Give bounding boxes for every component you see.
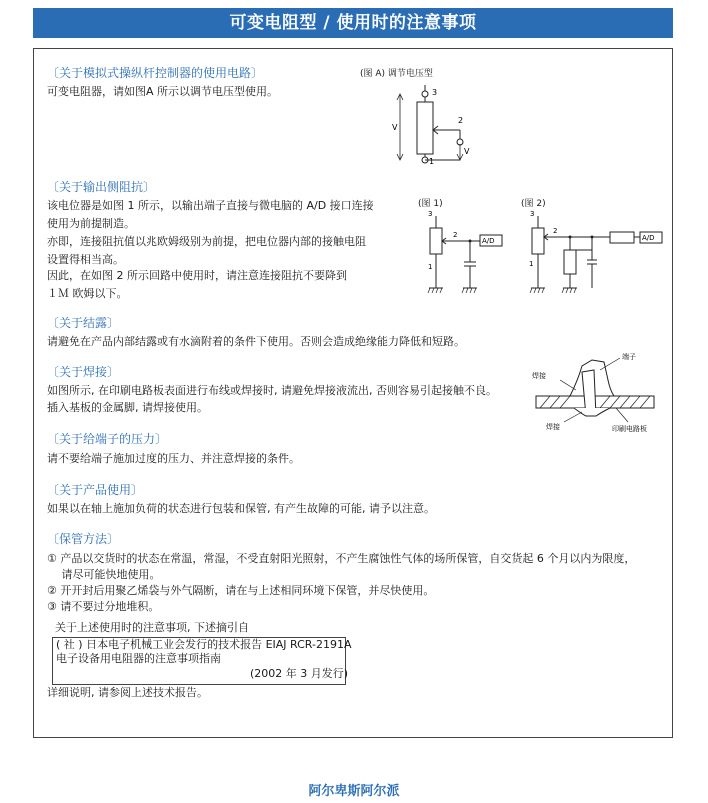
figure-2-caption: (图 2): [521, 199, 546, 209]
figure-a-pin2: 2: [458, 116, 464, 125]
reference-intro: 关于上述使用时的注意事项, 下述摘引自: [55, 621, 249, 634]
figure-1-diagram: [420, 208, 505, 298]
figure-1-pin1: 1: [428, 263, 433, 271]
figure-1-caption: (图 1): [418, 199, 443, 209]
figure-a-pin1: 1: [429, 157, 435, 166]
section-heading-terminal-pressure: 〔关于给端子的压力〕: [47, 432, 168, 446]
section-text-product-use: 如果以在轴上施加负荷的状态进行包装和保管, 有产生故障的可能, 请予以注意。: [47, 502, 435, 515]
impedance-line-4: 设置得相当高。: [47, 253, 124, 266]
section-heading-circuit: 〔关于模拟式操纵杆控制器的使用电路〕: [47, 66, 264, 80]
footer-brand: 阿尔卑斯阿尔派: [308, 784, 400, 799]
figure-1-ad: A/D: [482, 237, 495, 245]
section-text-circuit: 可变电阻器，请如图A 所示以调节电压型使用。: [47, 85, 279, 98]
storage-line-1: ① 产品以交货时的状态在常温，常湿，不受直射阳光照射，不产生腐蚀性气体的场所保管，自交货起 6 个月以内为限度，: [47, 552, 636, 565]
reference-outro: 详细说明, 请参阅上述技术报告。: [47, 686, 208, 699]
terminal-label: 端子: [622, 353, 636, 361]
reference-line-3: (2002 年 3 月发行): [250, 667, 349, 680]
impedance-line-5: 因此，在如图 2 所示回路中使用时，请注意连接阻抗不要降到: [47, 269, 347, 282]
impedance-line-6: １Ｍ 欧姆以下。: [47, 287, 128, 300]
figure-2-pin3: 3: [530, 210, 535, 218]
storage-line-3: ② 开开封后用聚乙烯袋与外气隔断，请在与上述相同环境下保管，并尽快使用。: [47, 584, 435, 597]
figure-a-caption: (图 A) 调节电压型: [360, 69, 433, 79]
solder-diagram: [530, 350, 660, 436]
soldering-line-1: 如图所示, 在印刷电路板表面进行布线或焊接时, 请避免焊接液流出, 否则容易引起接触不良。: [47, 384, 497, 397]
figure-2-diagram: [524, 208, 669, 298]
section-heading-storage: 〔保管方法〕: [47, 532, 120, 546]
impedance-line-3: 亦即，连接阻抗值以兆欧姆级别为前提，把电位器内部的接触电阻: [47, 235, 366, 248]
figure-a-pin3: 3: [432, 88, 438, 97]
impedance-line-1: 该电位器是如图 1 所示，以输出端子直接与微电脑的 A/D 接口连接: [47, 199, 374, 212]
figure-2-pin2: 2: [553, 227, 558, 235]
figure-1-pin3: 3: [428, 210, 433, 218]
storage-line-2: 请尽可能快地使用。: [47, 568, 161, 581]
solder-label-bottom: 焊接: [546, 423, 560, 431]
reference-line-2: 电子设备用电阻器的注意事项指南: [56, 652, 221, 665]
reference-line-1: ( 社 ) 日本电子机械工业会发行的技术报告 EIAJ RCR-2191A: [56, 638, 352, 651]
figure-2-ad: A/D: [642, 234, 655, 242]
section-heading-soldering: 〔关于焊接〕: [47, 365, 120, 379]
section-text-terminal-pressure: 请不要给端子施加过度的压力、并注意焊接的条件。: [47, 452, 300, 465]
section-heading-condensation: 〔关于结露〕: [47, 316, 120, 330]
section-heading-product-use: 〔关于产品使用〕: [47, 483, 144, 497]
figure-2-pin1: 1: [529, 260, 534, 268]
impedance-line-2: 使用为前提制造。: [47, 217, 135, 230]
figure-a-v-in: V: [392, 123, 398, 132]
storage-line-4: ③ 请不要过分地堆积。: [47, 600, 160, 613]
soldering-line-2: 插入基板的金属脚, 请焊接使用。: [47, 401, 208, 414]
section-heading-impedance: 〔关于输出侧阻抗〕: [47, 180, 156, 194]
figure-a-diagram: [380, 80, 490, 180]
section-text-condensation: 请避免在产品内部结露或有水滴附着的条件下使用。否则会造成绝缘能力降低和短路。: [47, 335, 465, 348]
solder-label-top: 焊接: [532, 372, 546, 380]
figure-a-v-out: V: [464, 147, 470, 156]
page-title: 可变电阻型 / 使用时的注意事项: [33, 8, 673, 38]
figure-1-pin2: 2: [453, 231, 458, 239]
pcb-label: 印刷电路板: [612, 425, 647, 433]
